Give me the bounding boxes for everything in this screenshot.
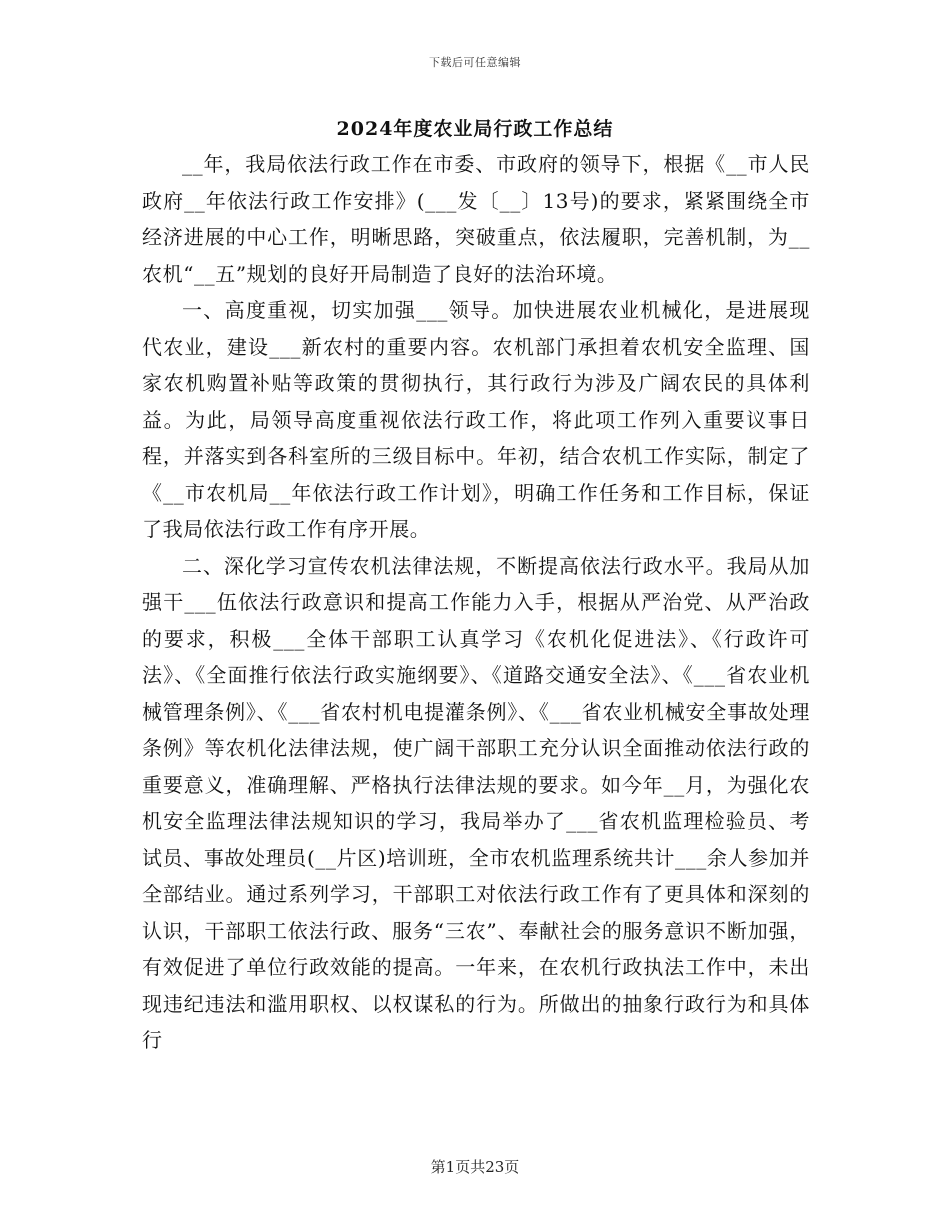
document-body (142, 146, 810, 1059)
document-title: 2024年度农业局行政工作总结 (336, 118, 614, 140)
page-footer-page-number: 第1页共23页 (430, 1158, 520, 1176)
body-paragraph-intro: __年，我局依法行政工作在市委、市政府的领导下，根据《__市人民政府__年依法行政工作安排》(___发〔__〕13号)的要求，紧紧围绕全市经济进展的中心工作，明晰思路，突破重点，依法履职，完善机制，为__农机“__五”规划的良好开局制造了良好的法治环境。 (142, 152, 810, 286)
body-paragraph-section-two: 二、深化学习宣传农机法律法规，不断提高依法行政水平。我局从加强干___伍依法行政意识和提高工作能力入手，根据从严治党、从严治政的要求，积极___全体干部职工认真学习《农机化促进法》、《行政许可法》、《全面推行依法行政实施纲要》、《道路交通安全法》、《___省农业机械管理条例》、《___省农村机电提灌条例》、《___省农业机械安全事故处理条例》等农机化法律法规，使广阔干部职工充分认识全面推动依法行政的重要意义，准确理解、严格执行法律法规的要求。如今年__月，为强化农机安全监理法律法规知识的学习，我局举办了___省农机监理检验员、考试员、事故处理员(__片区)培训班，全市农机监理系统共计___余人参加并全部结业。通过系列学习，干部职工对依法行政工作有了更具体和深刻的认识，干部职工依法行政、服务“三农”、奉献社会的服务意识不断加强，有效促进了单位行政效能的提高。一年来，在农机行政执法工作中，未出现违纪违法和滥用职权、以权谋私的行为。所做出的抽象行政行为和具体行 (142, 553, 810, 1052)
page-header-note: 下载后可任意编辑 (429, 56, 521, 69)
body-paragraph-section-one: 一、高度重视，切实加强___领导。加快进展农业机械化，是进展现代农业，建设___新农村的重要内容。农机部门承担着农机安全监理、国家农机购置补贴等政策的贯彻执行，其行政行为涉及广阔农民的具体利益。为此，局领导高度重视依法行政工作，将此项工作列入重要议事日程，并落实到各科室所的三级目标中。年初，结合农机工作实际，制定了《__市农机局__年依法行政工作计划》，明确工作任务和工作目标，保证了我局依法行政工作有序开展。 (142, 298, 810, 541)
